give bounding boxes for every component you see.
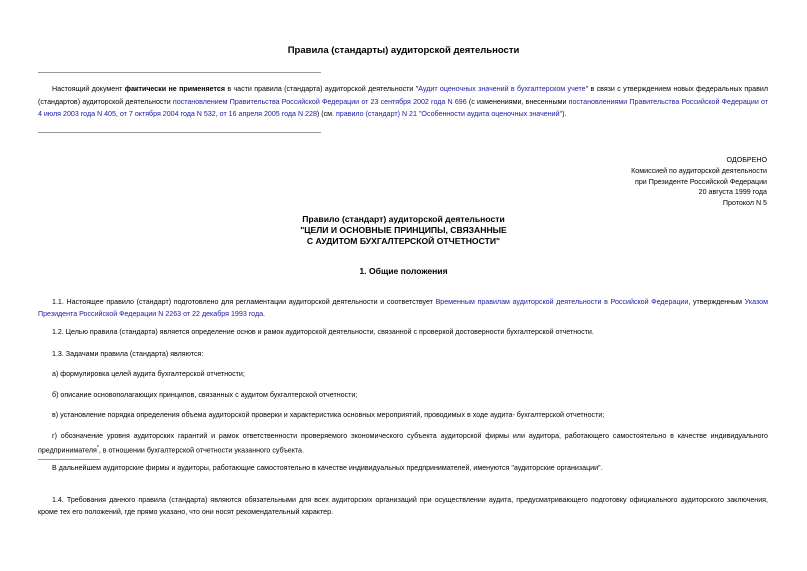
paragraph-1-2: 1.2. Целью правила (стандарта) является определение основ и рамок аудиторской деятельности, связанной с проверкой достоверности бухгалтерской отчетности. [52,328,594,336]
divider-top [38,72,321,73]
note-text: Настоящий документ [52,85,125,93]
link-resolution-696[interactable]: постановлением Правительства Российской Федерации от 23 сентября 2002 года N 696 [172,97,467,106]
note-text: ) (см. [316,110,336,119]
paragraph-text: , в отношении бухгалтерской отчетности указанного субъекта. [98,445,304,454]
note-text: " в связи с утверждением новых федеральных правил (стандартов) аудиторской деятельности [38,85,768,106]
paragraph-text: г) обозначение уровня аудиторских гарантий и рамок ответственности проверяемого экономического субъекта аудиторской фирмы или аудитора, работающего самостоятельно в качестве индивидуального предпринимателя [38,432,768,454]
standard-title-line: С АУДИТОМ БУХГАЛТЕРСКОЙ ОТЧЕТНОСТИ" [306,236,501,246]
paragraph-1-1 [38,297,768,320]
approval-line: 20 августа 1999 года [698,188,767,197]
standard-title [0,214,807,247]
footnote: В дальнейшем аудиторские фирмы и аудиторы, работающие самостоятельно в качестве индивидуальных предпринимателей, именуются "аудиторские организации". [52,464,603,472]
standard-title-line: Правило (стандарт) аудиторской деятельности [302,214,505,224]
approval-line: Протокол N 5 [722,199,767,208]
link-standard-21[interactable]: правило (стандарт) N 21 "Особенности аудита оценочных значений" [335,110,563,119]
divider-bottom [38,132,321,133]
paragraph-text: 1.1. Настоящее правило (стандарт) подготовлено для регламентации аудиторской деятельности и соответствует [52,298,436,306]
link-audit-estimates[interactable]: Аудит оценочных значений в бухгалтерском учете [418,85,586,93]
paragraph-1-3: 1.3. Задачами правила (стандарта) являются: [52,350,204,358]
approval-line: Комиссией по аудиторской деятельности [631,166,767,175]
list-item-v: в) установление порядка определения объема аудиторской проверки и характеристика основных мероприятий, проводимых в ходе аудита- бухгалтерской отчетности; [52,411,605,419]
paragraph-1-4: 1.4. Требования данного правила (стандарта) являются обязательными для всех аудиторских организаций при осуществлении аудита, предусматривающего подготовку официального аудиторского заключения, кроме тех его положений, где прямо указано, что они носят рекомендательный характер. [38,496,768,516]
standard-title-line: "ЦЕЛИ И ОСНОВНЫЕ ПРИНЦИПЫ, СВЯЗАННЫЕ [300,225,507,235]
link-resolutions-amendments[interactable]: постановлениями Правительства Российской Федерации от 4 июля 2003 года N 405, от 7 октября 2004 года N 532, от 16 апреля 2005 года N 228 [38,97,769,119]
approval-line: ОДОБРЕНО [726,156,767,164]
note-text: (с изменениями, внесенными [466,97,569,106]
list-item-a: а) формулировка целей аудита бухгалтерской отчетности; [52,370,245,378]
approval-line: при Президенте Российской Федерации [635,177,767,186]
section-heading: 1. Общие положения [359,266,448,276]
list-item-g [38,431,768,456]
approval-block [567,155,767,209]
paragraph-text: , утвержденным [688,298,745,306]
link-presidential-decree[interactable]: Указом Президента Российской Федерации N 2263 от 22 декабря 1993 года [38,298,768,318]
footnote-divider [38,459,100,460]
note-bold-text: фактически не применяется [124,85,225,93]
paragraph-text: . [263,309,266,318]
applicability-note [38,83,768,121]
document-title: Правила (стандарты) аудиторской деятельности [287,45,520,56]
list-item-b: б) описание основополагающих принципов, связанных с аудитом бухгалтерской отчетности; [52,391,358,399]
link-temporary-rules[interactable]: Временным правилам аудиторской деятельности в Российской Федерации [435,298,689,306]
note-text: ). [562,110,567,119]
footnote-marker: * [96,444,99,451]
note-text: в части правила (стандарта) аудиторской деятельности " [225,85,419,93]
